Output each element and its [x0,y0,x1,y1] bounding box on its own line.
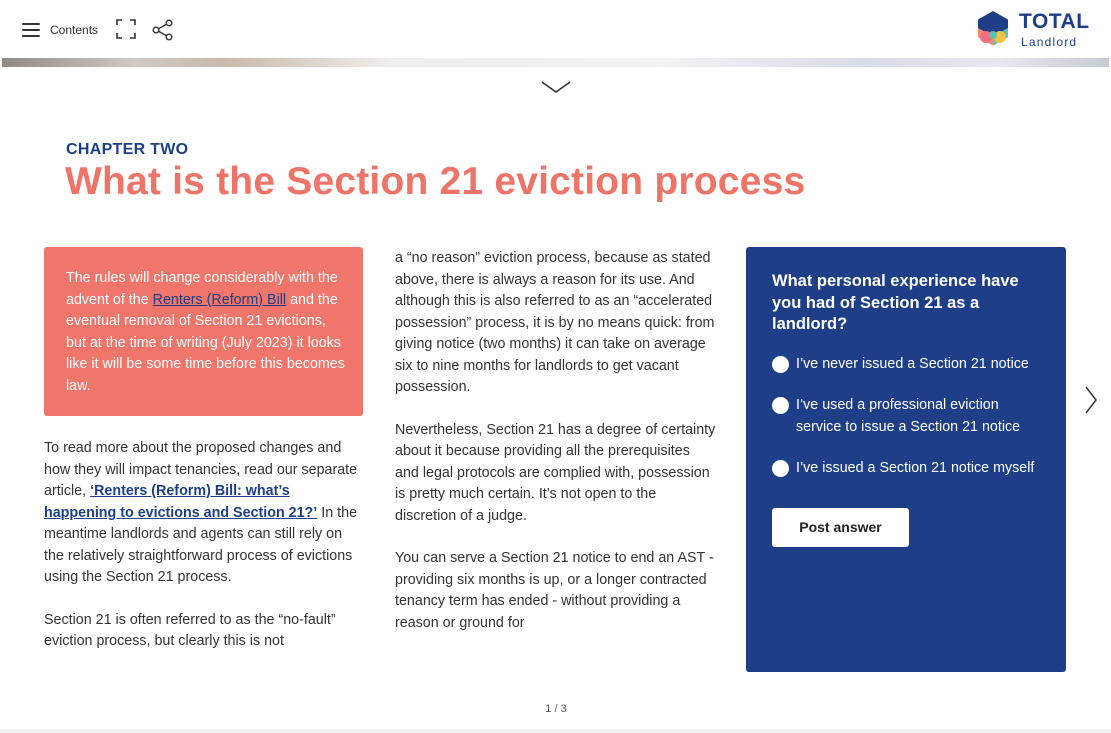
paragraph: Section 21 is often referred to as the “no-fault” eviction process, but clearly this is not [44,611,336,649]
poll-option-label: I’ve issued a Section 21 notice myself [796,460,1035,476]
poll-option-professional-service[interactable] [772,395,1040,438]
radio-button[interactable] [772,356,789,373]
paragraph: Nevertheless, Section 21 has a degree of certainty about it because providing all the prerequisites and legal protocols are complied with, possession is pretty much certain. It’s not open to the discretion of a judge. [395,421,716,524]
logo-total-text: TOTAL [1019,10,1090,33]
callout-box [44,247,363,416]
bottom-divider [0,729,1111,733]
poll-question: What personal experience have you had of Section 21 as a landlord? [772,272,1019,333]
paragraph: You can serve a Section 21 notice to end an AST - providing six months is up, or a longer contracted tenancy term has ended - without providing a reason or ground for [395,550,714,631]
post-answer-button[interactable]: Post answer [772,508,909,547]
article-column-2 [395,248,717,655]
logo-landlord-text: Landlord [1021,35,1078,49]
top-bar [0,0,1111,58]
callout-text-rest: and the eventual removal of Section 21 evictions, but at the time of writing (July 2023) it looks like it will be some time before this becomes law. [66,291,345,394]
fullscreen-icon[interactable] [116,19,136,39]
chapter-label: CHAPTER TWO [66,141,189,158]
poll-option-label: I’ve used a professional eviction service to issue a Section 21 notice [796,397,1021,435]
page-title: What is the Section 21 eviction process [65,160,806,203]
article-column-1 [44,438,362,674]
logo-mark-icon [975,10,1011,48]
hamburger-icon [22,23,40,37]
share-icon[interactable] [152,19,174,41]
hero-image-strip [2,58,1109,67]
radio-button[interactable] [772,397,789,414]
next-page-arrow-icon[interactable] [1082,385,1100,415]
chevron-down-icon[interactable] [540,79,572,95]
poll-option-issued-myself[interactable] [772,458,1040,480]
poll-card [746,247,1066,672]
renters-reform-bill-link[interactable]: Renters (Reform) Bill [152,291,287,308]
paragraph: a “no reason” eviction process, because as stated above, there is always a reason for its use. And although this is also referred to as an “accelerated possession” process, it is by no means quick: from giving notice (two months) it can take on average six to nine months for landlords to get vacant possession. [395,250,715,395]
callout-text: The rules will change considerably with the advent of the [66,270,338,308]
poll-option-never-issued[interactable] [772,354,1040,376]
total-landlord-logo[interactable] [975,10,1100,50]
contents-label: Contents [50,23,99,37]
contents-menu-button[interactable] [16,14,106,46]
paragraph: To read more about the proposed changes and how they will impact tenancies, read our separate article, ‘Renters (Reform) Bill: what’s happening to evictions and Section 21?’ In the meantime landlords and agents can still rely on the relatively straightforward process of evictions using the Section 21 process. [44,440,358,585]
renters-reform-article-link[interactable]: ‘Renters (Reform) Bill: what’s happening to evictions and Section 21?’ [44,483,318,521]
poll-option-label: I’ve never issued a Section 21 notice [796,355,1029,372]
radio-button[interactable] [772,460,789,477]
page-indicator: 1 / 3 [545,703,567,715]
